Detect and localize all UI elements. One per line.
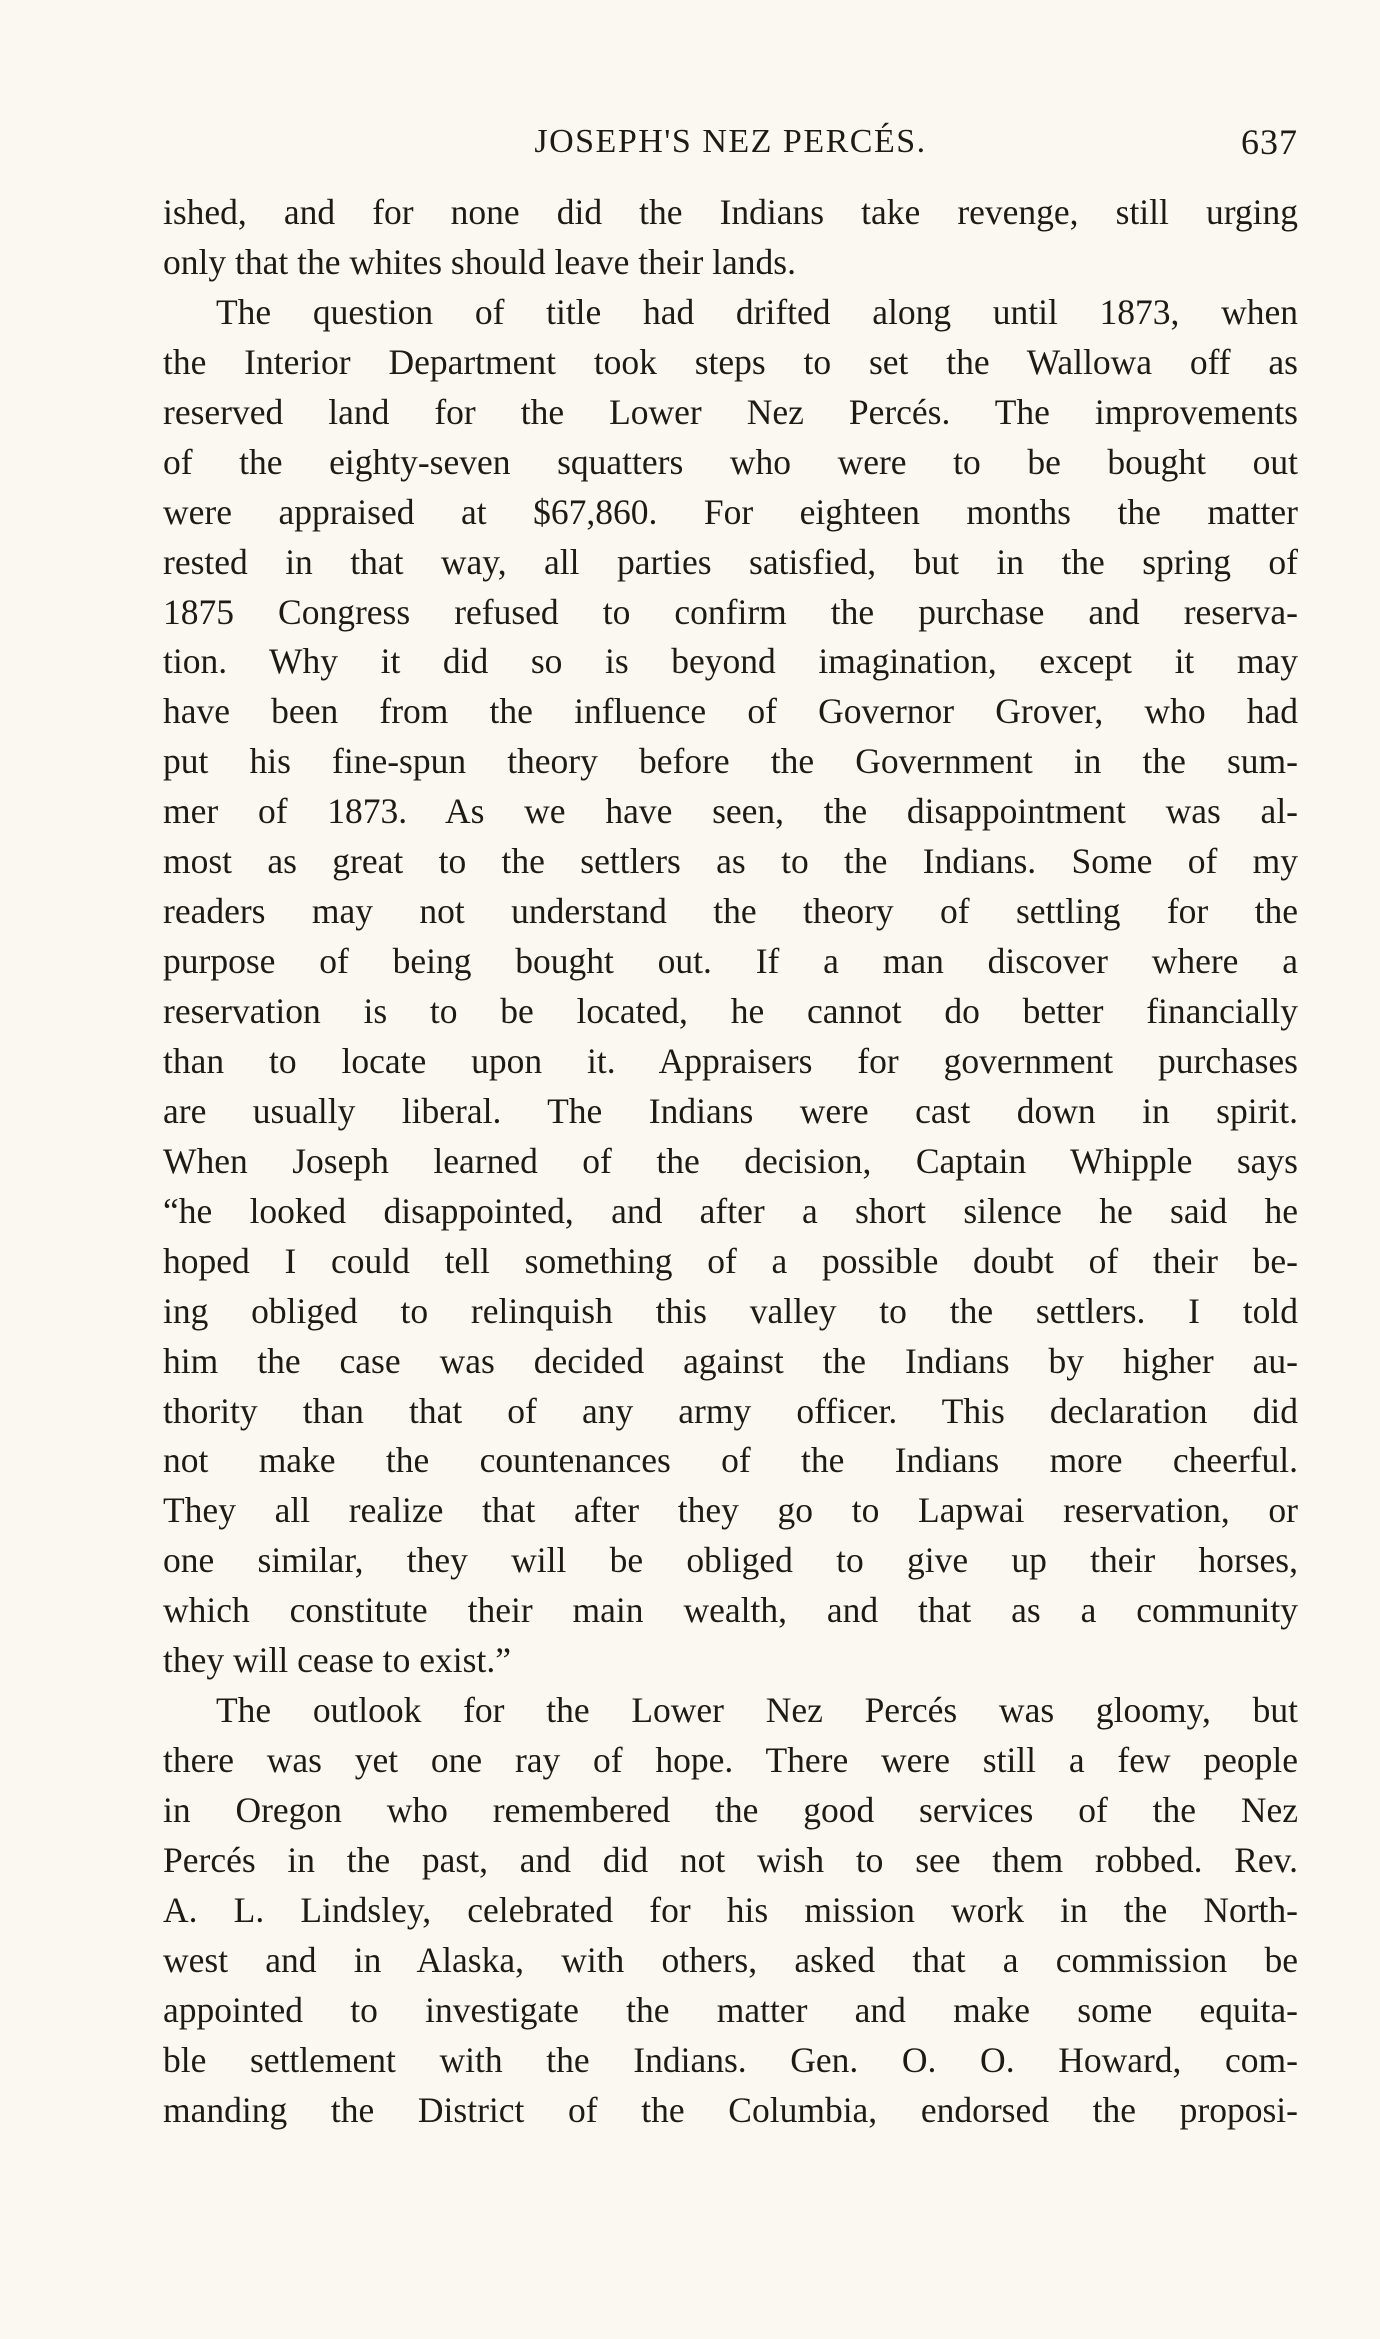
text-line: put his fine-spun theory before the Government in the sum- — [163, 741, 1298, 782]
text-line: The question of title had drifted along until 1873, when — [216, 291, 1298, 332]
text-line: When Joseph learned of the decision, Captain Whipple says — [163, 1140, 1298, 1181]
text-line: A. L. Lindsley, celebrated for his mission work in the North- — [163, 1889, 1298, 1930]
text-line: most as great to the settlers as to the Indians. Some of my — [163, 841, 1298, 882]
text-line: were appraised at $67,860. For eighteen months the matter — [163, 491, 1298, 532]
text-line: are usually liberal. The Indians were cast down in spirit. — [163, 1090, 1298, 1131]
text-line: The outlook for the Lower Nez Percés was gloomy, but — [216, 1690, 1298, 1731]
text-line: ing obliged to relinquish this valley to the settlers. I told — [163, 1290, 1298, 1331]
text-line: mer of 1873. As we have seen, the disappointment was al- — [163, 791, 1298, 832]
text-line: thority than that of any army officer. This declaration did — [163, 1390, 1298, 1431]
text-line: 1875 Congress refused to confirm the purchase and reserva- — [163, 591, 1298, 632]
text-line: ished, and for none did the Indians take revenge, still urging — [163, 192, 1298, 232]
text-line: of the eighty-seven squatters who were to be bought out — [163, 441, 1298, 482]
text-line: reservation is to be located, he cannot do better financially — [163, 991, 1298, 1031]
text-line: manding the District of the Columbia, endorsed the proposi- — [163, 2089, 1298, 2130]
text-line: they will cease to exist.” — [163, 1640, 511, 1681]
page-number: 637 — [1241, 122, 1298, 162]
text-line: appointed to investigate the matter and make some equita- — [163, 1989, 1298, 2030]
body-text — [163, 188, 1298, 2136]
text-line: reserved land for the Lower Nez Percés. The improvements — [163, 391, 1298, 432]
text-line: not make the countenances of the Indians more cheerful. — [163, 1440, 1298, 1481]
text-line: They all realize that after they go to Lapwai reservation, or — [163, 1490, 1298, 1531]
text-line: readers may not understand the theory of settling for the — [163, 891, 1298, 932]
text-line: rested in that way, all parties satisfied, but in the spring of — [163, 541, 1298, 582]
running-title: JOSEPH'S NEZ PERCÉS. — [534, 123, 927, 160]
running-head — [163, 112, 1298, 172]
text-line: there was yet one ray of hope. There were still a few people — [163, 1740, 1298, 1781]
text-line: have been from the influence of Governor Grover, who had — [163, 691, 1298, 732]
text-line: in Oregon who remembered the good services of the Nez — [163, 1790, 1298, 1830]
text-line: the Interior Department took steps to set the Wallowa off as — [163, 341, 1298, 382]
text-line: which constitute their main wealth, and that as a community — [163, 1590, 1298, 1631]
text-line: only that the whites should leave their lands. — [163, 241, 796, 282]
text-line: than to locate upon it. Appraisers for government purchases — [163, 1040, 1298, 1081]
text-line: west and in Alaska, with others, asked that a commission be — [163, 1939, 1298, 1980]
text-line: Percés in the past, and did not wish to see them robbed. Rev. — [163, 1839, 1298, 1880]
text-line: tion. Why it did so is beyond imagination, except it may — [163, 641, 1298, 682]
text-line: ble settlement with the Indians. Gen. O. O. Howard, com- — [163, 2039, 1298, 2080]
text-line: him the case was decided against the Indians by higher au- — [163, 1340, 1298, 1381]
text-line: purpose of being bought out. If a man discover where a — [163, 941, 1298, 982]
text-line: one similar, they will be obliged to give up their horses, — [163, 1540, 1298, 1581]
text-line: hoped I could tell something of a possible doubt of their be- — [163, 1240, 1298, 1281]
text-line: “he looked disappointed, and after a short silence he said he — [163, 1190, 1298, 1231]
